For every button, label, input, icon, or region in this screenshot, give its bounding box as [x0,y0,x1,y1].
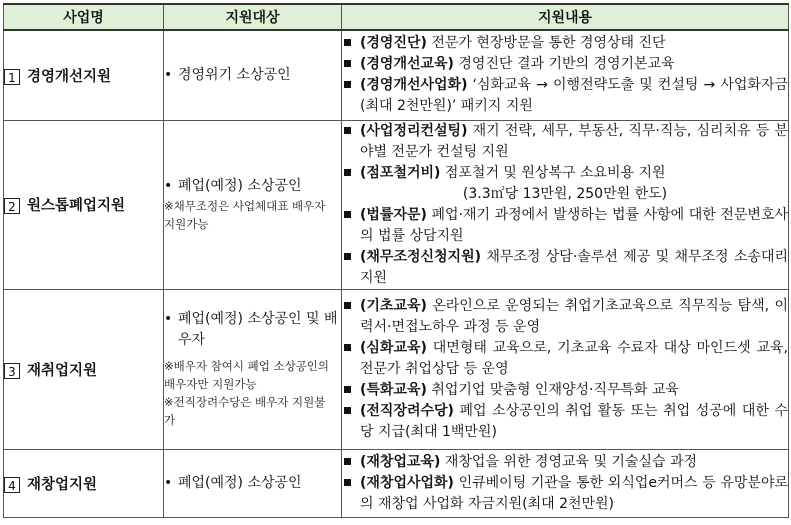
table-row [4,30,789,120]
list-item: (재창업교육) 재창업을 위한 경영교육 및 기술실습 과정 [342,452,788,473]
row-number-box: 3 [4,363,20,379]
program-name-cell [4,289,164,449]
content-cell [342,120,789,289]
target-item: • 폐업(예정) 소상공인 및 배우자 [164,311,338,348]
header-row [4,4,789,30]
content-cell [342,449,789,517]
square-bullet-icon [344,39,351,46]
target-note: ※채무조정은 사업체대표 배우자 지원가능 [164,199,326,231]
list-item: (재창업사업화) 인큐베이팅 기관을 통한 외식업e커머스 등 유망분야로의 재창업 사업화 자금지원(최대 2천만원) [342,473,788,515]
support-table [3,3,789,518]
list-item: (경영진단) 전문가 현장방문을 통한 경영상태 진단 [342,33,788,54]
square-bullet-icon [344,211,351,218]
square-bullet-icon [344,81,351,88]
square-bullet-icon [344,302,351,309]
list-item: (채무조정신청지원) 채무조정 상담·솔루션 제공 및 채무조정 소송대리 지원 [342,247,788,289]
target-item: • 폐업(예정) 소상공인 [164,178,302,194]
table-row [4,289,789,449]
table-row [4,120,789,289]
list-item: (점포철거비) 점포철거 및 원상복구 소요비용 지원 [342,163,788,184]
list-item: (경영개선사업화) ‘심화교육 → 이행전략도출 및 컨설팅 → 사업화자금(최대 2천만원)’ 패키지 지원 [342,75,788,117]
row-number-box: 1 [4,69,20,85]
target-note: ※전직장려수당은 배우자 지원불가 [164,395,326,427]
program-name: 재창업지원 [27,476,98,493]
header-target: 지원대상 [164,4,342,30]
list-item: (심화교육) 대면형태 교육으로, 기초교육 수료자 대상 마인드셋 교육, 전문가 취업상담 등 운영 [342,338,788,380]
square-bullet-icon [344,386,351,393]
target-cell [164,289,342,449]
content-cell [342,30,789,120]
list-item: (기초교육) 온라인으로 운영되는 취업기초교육으로 직무직능 탐색, 이력서·면접노하우 과정 등 운영 [342,296,788,338]
row-number-box: 4 [4,477,20,493]
square-bullet-icon [344,479,351,486]
square-bullet-icon [344,253,351,260]
list-item: (전직장려수당) 폐업 소상공인의 취업 활동 또는 취업 성공에 대한 수당 지급(최대 1백만원) [342,401,788,443]
header-content: 지원내용 [342,4,789,30]
square-bullet-icon [344,344,351,351]
list-item-subnote: (3.3㎡당 13만원, 250만원 한도) [462,185,668,202]
list-item: (특화교육) 취업기업 맞춤형 인재양성·직무특화 교육 [342,380,788,401]
square-bullet-icon [344,407,351,414]
table-row [4,449,789,517]
row-number-box: 2 [4,198,20,214]
square-bullet-icon [344,458,351,465]
program-name-cell [4,449,164,517]
program-name-cell [4,120,164,289]
target-cell [164,30,342,120]
target-cell [164,449,342,517]
target-cell [164,120,342,289]
program-name: 재취업지원 [27,362,98,379]
program-name: 경영개선지원 [27,68,112,85]
square-bullet-icon [344,169,351,176]
square-bullet-icon [344,127,351,134]
target-item: • 경영위기 소상공인 [164,66,291,83]
square-bullet-icon [344,60,351,67]
program-name: 원스톱폐업지원 [27,198,126,214]
target-note: ※배우자 참여시 폐업 소상공인의 배우자만 지원가능 [164,359,330,391]
list-item: (경영개선교육) 경영진단 결과 기반의 경영기본교육 [342,54,788,75]
list-item: (사업정리컨설팅) 재기 전략, 세무, 부동산, 직무·직능, 심리치유 등 분야별 전문가 컨설팅 지원 [342,121,788,163]
program-name-cell [4,30,164,120]
header-program: 사업명 [4,4,164,30]
list-item: (법률자문) 폐업·재기 과정에서 발생하는 법률 사항에 대한 전문변호사의 법률 상담지원 [342,205,788,247]
target-item: • 폐업(예정) 소상공인 [164,474,302,491]
content-cell [342,289,789,449]
